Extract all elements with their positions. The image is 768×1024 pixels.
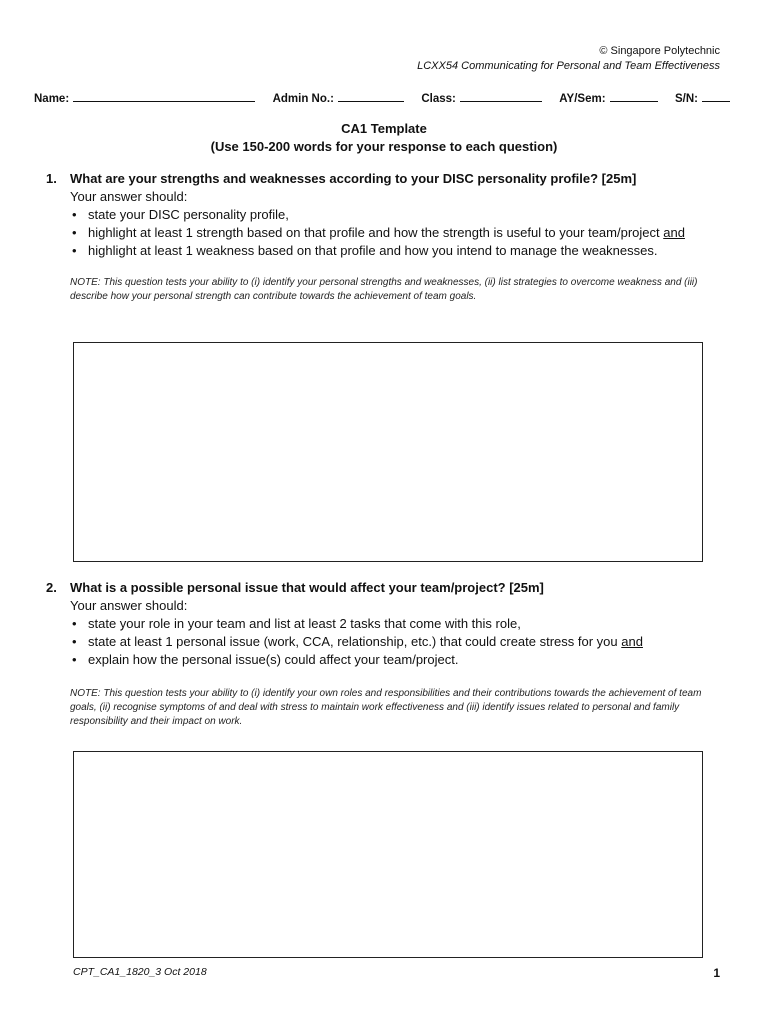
name-input[interactable] [73, 90, 255, 102]
admin-no-label: Admin No.: [272, 93, 334, 105]
question-2-bullet-2 [70, 633, 728, 651]
question-1-answer-input[interactable] [74, 343, 702, 561]
ay-sem-label: AY/Sem: [559, 93, 606, 105]
sn-input[interactable] [702, 90, 730, 102]
document-footer [73, 966, 720, 980]
admin-no-input[interactable] [338, 90, 404, 102]
name-label: Name: [34, 93, 70, 105]
question-1-bullet-2-and: and [663, 225, 685, 240]
course-title: LCXX54 Communicating for Personal and Team Effectiveness [417, 60, 720, 72]
template-title-line2: (Use 150-200 words for your response to each question) [210, 139, 558, 154]
template-title [0, 120, 768, 156]
question-1-bullet-3: • highlight at least 1 weakness based on that profile and how you intend to manage the weaknesses. [70, 242, 728, 260]
class-label: Class: [421, 93, 456, 105]
document-header [417, 44, 720, 74]
question-1-note: NOTE: This question tests your ability to (i) identify your personal strengths and weaknesses, (ii) list strategies to overcome weakness and (iii) describe how your personal strength can contribute towards the achievement of team goals. [70, 277, 698, 302]
question-1-number: 1. [46, 171, 57, 186]
template-title-line1: CA1 Template [341, 121, 427, 136]
ay-sem-field [559, 90, 657, 105]
question-2-number: 2. [46, 580, 57, 595]
sn-label: S/N: [674, 93, 698, 105]
question-2-bullet-3: • explain how the personal issue(s) could affect your team/project. [70, 651, 728, 669]
name-field [34, 90, 255, 105]
question-2-bullet-1: • state your role in your team and list at least 2 tasks that come with this role, [70, 615, 728, 633]
ay-sem-input[interactable] [610, 90, 658, 102]
question-2-body [70, 597, 728, 669]
question-2-text: What is a possible personal issue that would affect your team/project? [25m] [70, 580, 544, 595]
question-2-bullet-2-text: state at least 1 personal issue (work, CCA, relationship, etc.) that could create stress for you [88, 634, 622, 649]
document-code: CPT_CA1_1820_3 Oct 2018 [73, 966, 207, 978]
question-2 [46, 579, 728, 729]
sn-field [675, 90, 730, 105]
question-1-intro: Your answer should: [70, 189, 188, 204]
question-2-note: NOTE: This question tests your ability to (i) identify your own roles and responsibilities and their contributions towards the achievement of team goals, (ii) recognise symptoms of and deal with stress to maintain work effectiveness and (iii) identify issues related to personal and family responsibility and their impact on work. [70, 688, 702, 727]
question-2-intro: Your answer should: [70, 598, 188, 613]
copyright-text: © Singapore Polytechnic [599, 45, 720, 57]
question-1-body [70, 188, 728, 260]
question-2-bullets [70, 615, 728, 669]
class-field [421, 90, 542, 105]
question-1-heading [46, 170, 728, 188]
question-1-bullet-2-text: highlight at least 1 strength based on that profile and how the strength is useful to your team/project [88, 225, 664, 240]
question-2-bullet-2-and: and [621, 634, 643, 649]
question-1-text: What are your strengths and weaknesses according to your DISC personality profile? [25m] [70, 171, 637, 186]
question-2-heading [46, 579, 728, 597]
question-2-answer-box[interactable] [73, 751, 703, 958]
admin-no-field [273, 90, 404, 105]
question-1-bullet-1: • state your DISC personality profile, [70, 206, 728, 224]
question-1-bullets [70, 206, 728, 260]
question-1-bullet-2 [70, 224, 728, 242]
page-number: 1 [713, 966, 720, 980]
student-info-row [34, 90, 730, 105]
class-input[interactable] [460, 90, 542, 102]
question-1 [46, 170, 728, 304]
question-2-answer-input[interactable] [74, 752, 702, 957]
question-1-answer-box[interactable] [73, 342, 703, 562]
